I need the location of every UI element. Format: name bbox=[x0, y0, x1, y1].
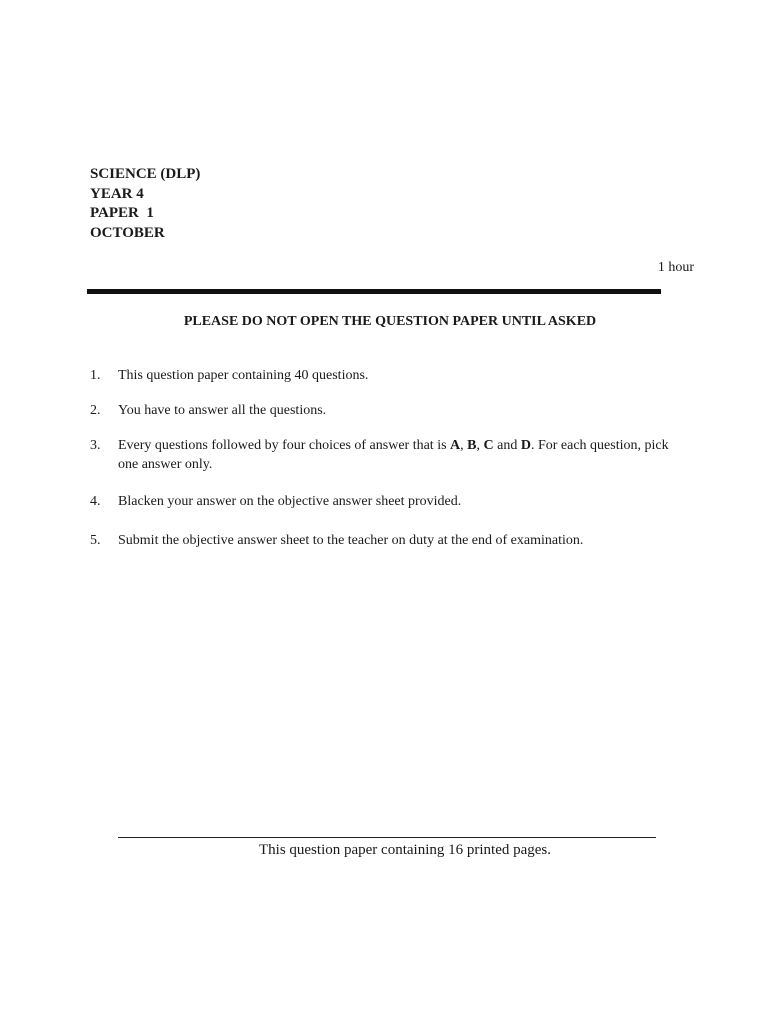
instruction-text: Blacken your answer on the objective answer sheet provided. bbox=[118, 494, 462, 509]
instruction-item bbox=[90, 532, 690, 551]
choice-d: D bbox=[520, 438, 531, 453]
separator: , bbox=[460, 438, 468, 453]
instruction-text bbox=[118, 438, 669, 472]
month-label: OCTOBER bbox=[90, 224, 165, 241]
instruction-number: 5. bbox=[90, 532, 101, 548]
instruction-text-part: . For each question, pick one answer only. bbox=[118, 438, 669, 472]
subject-title: SCIENCE (DLP) bbox=[90, 166, 201, 182]
separator: , bbox=[476, 438, 484, 453]
instruction-item bbox=[90, 367, 690, 386]
year-label: YEAR 4 bbox=[90, 185, 144, 202]
instruction-number: 1. bbox=[90, 368, 101, 383]
instruction-text: Submit the objective answer sheet to the teacher on duty at the end of examination. bbox=[118, 532, 584, 548]
instruction-item bbox=[90, 402, 690, 421]
choice-c: C bbox=[483, 438, 494, 453]
instructions-list bbox=[90, 367, 690, 550]
instruction-number: 3. bbox=[90, 438, 101, 453]
instruction-item bbox=[90, 437, 690, 474]
instruction-text-part: Every questions followed by four choices of answer that is bbox=[118, 438, 451, 453]
paper-label: PAPER 1 bbox=[90, 205, 154, 221]
notice-heading: PLEASE DO NOT OPEN THE QUESTION PAPER UNTIL ASKED bbox=[183, 314, 597, 329]
paper-header bbox=[90, 165, 200, 243]
instruction-number: 2. bbox=[90, 402, 101, 418]
page-count-note: This question paper containing 16 printed pages. bbox=[258, 842, 552, 858]
choice-b: B bbox=[467, 438, 477, 453]
instruction-text: You have to answer all the questions. bbox=[118, 402, 327, 418]
instruction-item bbox=[90, 493, 690, 512]
instruction-number: 4. bbox=[90, 494, 101, 509]
header-divider bbox=[87, 289, 661, 294]
choice-a: A bbox=[450, 438, 461, 453]
separator: and bbox=[493, 438, 521, 453]
footer-divider bbox=[118, 837, 656, 838]
duration-label: 1 hour bbox=[657, 260, 694, 275]
instruction-text: This question paper containing 40 questions. bbox=[118, 368, 369, 383]
